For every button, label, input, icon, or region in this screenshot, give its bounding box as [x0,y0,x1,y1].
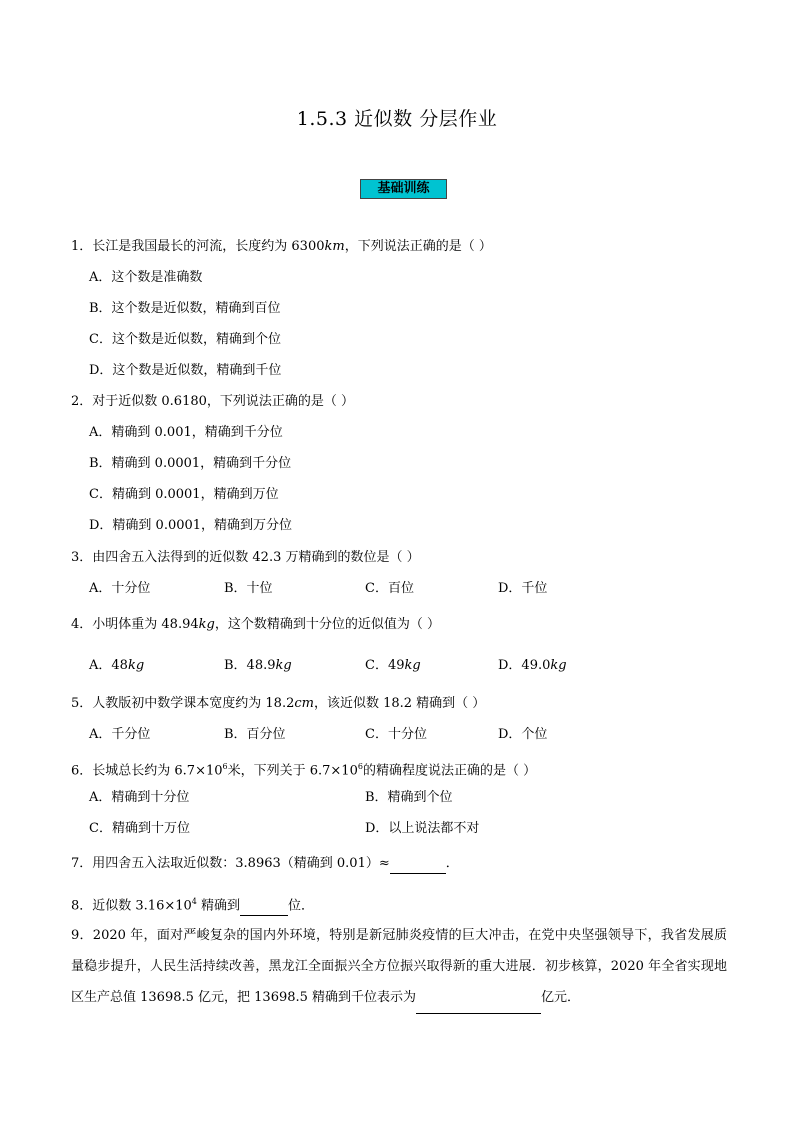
question-4-option-c: C．49kg [365,658,421,673]
question-5-option-c: C．十分位 [365,727,427,742]
section-label: 基础训练 [360,179,447,199]
question-2-option-d: D．精确到 0.0001，精确到万分位 [89,518,293,533]
question-2-option-a: A．精确到 0.001，精确到千分位 [89,425,283,440]
question-5-option-b: B．百分位 [224,727,286,742]
question-6-stem: 6．长城总长约为 $6.7\times 10^6$米，下列关于 $6.7\times 10^6$的精确程度说法正确的是（ ） [71,762,537,779]
question-6-option-d: D．以上说法都不对 [365,821,480,836]
question-2-stem: 2．对于近似数 0.6180，下列说法正确的是（ ） [71,394,355,409]
question-3-stem: 3．由四舍五入法得到的近似数 42.3 万精确到的数位是（ ） [71,550,420,565]
question-3-option-a: A．十分位 [89,581,151,596]
question-4-option-a: A．48kg [89,658,145,673]
question-4-option-b: B．48.9kg [224,658,292,673]
question-3-option-c: C．百位 [365,581,414,596]
question-7-stem: 7．用四舍五入法取近似数：3.8963（精确到 0.01）≈ ． [71,855,459,874]
question-6-option-c: C．精确到十万位 [89,821,190,836]
question-4-option-d: D．49.0kg [498,658,567,673]
question-1-option-c: C．这个数是近似数，精确到个位 [89,332,281,347]
question-9-stem: 9．2020 年，面对严峻复杂的国内外环境，特别是新冠肺炎疫情的巨大冲击，在党中央坚强领导下，我省发展质量稳步提升，人民生活持续改善，黑龙江全面振兴全方位振兴取得新的重大进展．初步核算，2020 年全省实现地区生产总值 13698.5 亿元，把 13698.5 精确到千位表示为 亿元． [71,920,727,1014]
answer-blank [390,855,446,874]
question-1-option-b: B．这个数是近似数，精确到百位 [89,301,281,316]
answer-blank [416,982,541,1014]
question-5-option-d: D．个位 [498,727,548,742]
question-6-option-a: A．精确到十分位 [89,790,190,805]
question-3-option-b: B．十位 [224,581,273,596]
question-5-stem: 5．人教版初中数学课本宽度约为 18.2cm，该近似数 18.2 精确到（ ） [71,696,486,711]
question-1-option-d: D．这个数是近似数，精确到千位 [89,363,282,378]
answer-blank [240,897,288,916]
question-2-option-c: C．精确到 0.0001，精确到万位 [89,487,279,502]
question-4-stem: 4．小明体重为 48.94kg，这个数精确到十分位的近似值为（ ） [71,617,440,632]
question-2-option-b: B．精确到 0.0001，精确到千分位 [89,456,292,471]
question-5-option-a: A．千分位 [89,727,151,742]
question-1-stem: 1．长江是我国最长的河流，长度约为 6300km，下列说法正确的是（ ） [71,239,492,254]
question-1-option-a: A．这个数是准确数 [89,270,203,285]
question-6-option-b: B．精确到个位 [365,790,453,805]
page-title: 1.5.3 近似数 分层作业 [296,108,498,130]
question-8-stem: 8．近似数 $3.16\times 10^4$ 精确到 位． [71,893,314,916]
question-3-option-d: D．千位 [498,581,548,596]
